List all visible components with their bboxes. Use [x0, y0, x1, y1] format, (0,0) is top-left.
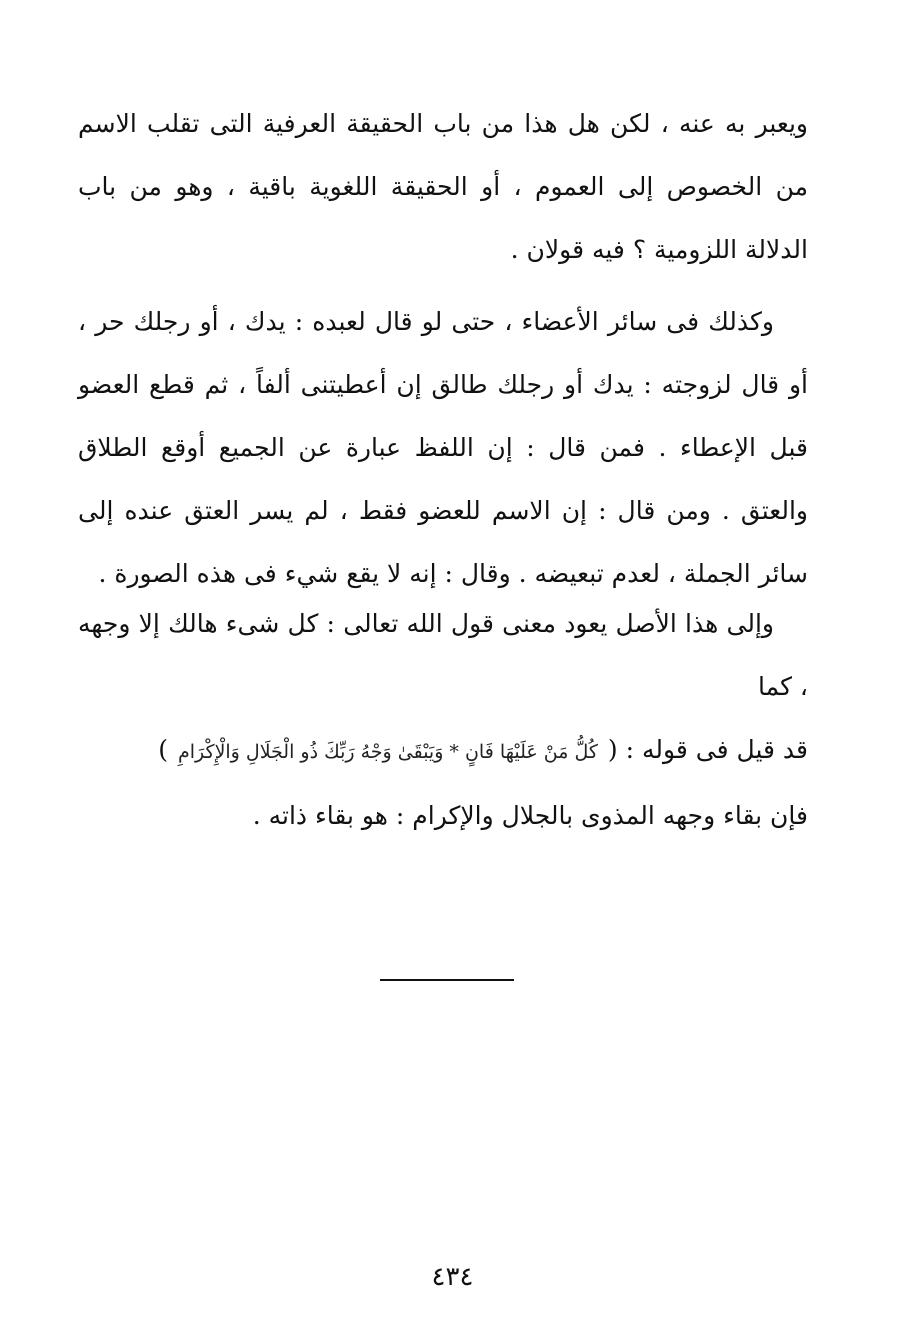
- section-divider: [380, 979, 514, 981]
- paragraph-3: [78, 592, 808, 847]
- paragraph-1-text: ويعبر به عنه ، لكن هل هذا من باب الحقيقة العرفية التى تقلب الاسم من الخصوص إلى العموم ، أو الحقيقة اللغوية باقية ، وهو من باب الدلالة اللزومية ؟ فيه قولان .: [78, 109, 808, 264]
- quote-intro: قد قيل فى قوله : (: [607, 735, 808, 764]
- quote-close-paren: ): [158, 735, 168, 764]
- paragraph-3-line-3-text: فإن بقاء وجهه المذوى بالجلال والإكرام : هو بقاء ذاته .: [252, 801, 808, 830]
- paragraph-2-text: وكذلك فى سائر الأعضاء ، حتى لو قال لعبده : يدك ، أو رجلك حر ، أو قال لزوجته : يدك أو رجلك طالق إن أعطيتنى ألفاً ، ثم قطع العضو قبل الإعطاء . فمن قال : إن اللفظ عبارة عن الجميع أوقع الطلاق والعتق . ومن قال : إن الاسم للعضو فقط ، لم يسر العتق عنده إلى سائر الجملة ، لعدم تبعيضه . وقال : إنه لا يقع شيء فى هذه الصورة .: [78, 307, 808, 588]
- paragraph-3-line-1: [78, 592, 808, 718]
- paragraph-2: [78, 290, 808, 605]
- paragraph-1: [78, 92, 808, 281]
- quran-verse: كُلُّ مَنْ عَلَيْهَا فَانٍ * وَيَبْقَىٰ وَجْهُ رَبِّكَ ذُو الْجَلَالِ وَالْإِكْرَامِ: [178, 741, 598, 763]
- paragraph-3-line-3: [78, 784, 808, 847]
- paragraph-3-line-2: [78, 718, 808, 784]
- page-number: ٤٣٤: [431, 1262, 474, 1292]
- paragraph-3-line-1-text: وإلى هذا الأصل يعود معنى قول الله تعالى : كل شىء هالك إلا وجهه ، كما: [78, 609, 808, 701]
